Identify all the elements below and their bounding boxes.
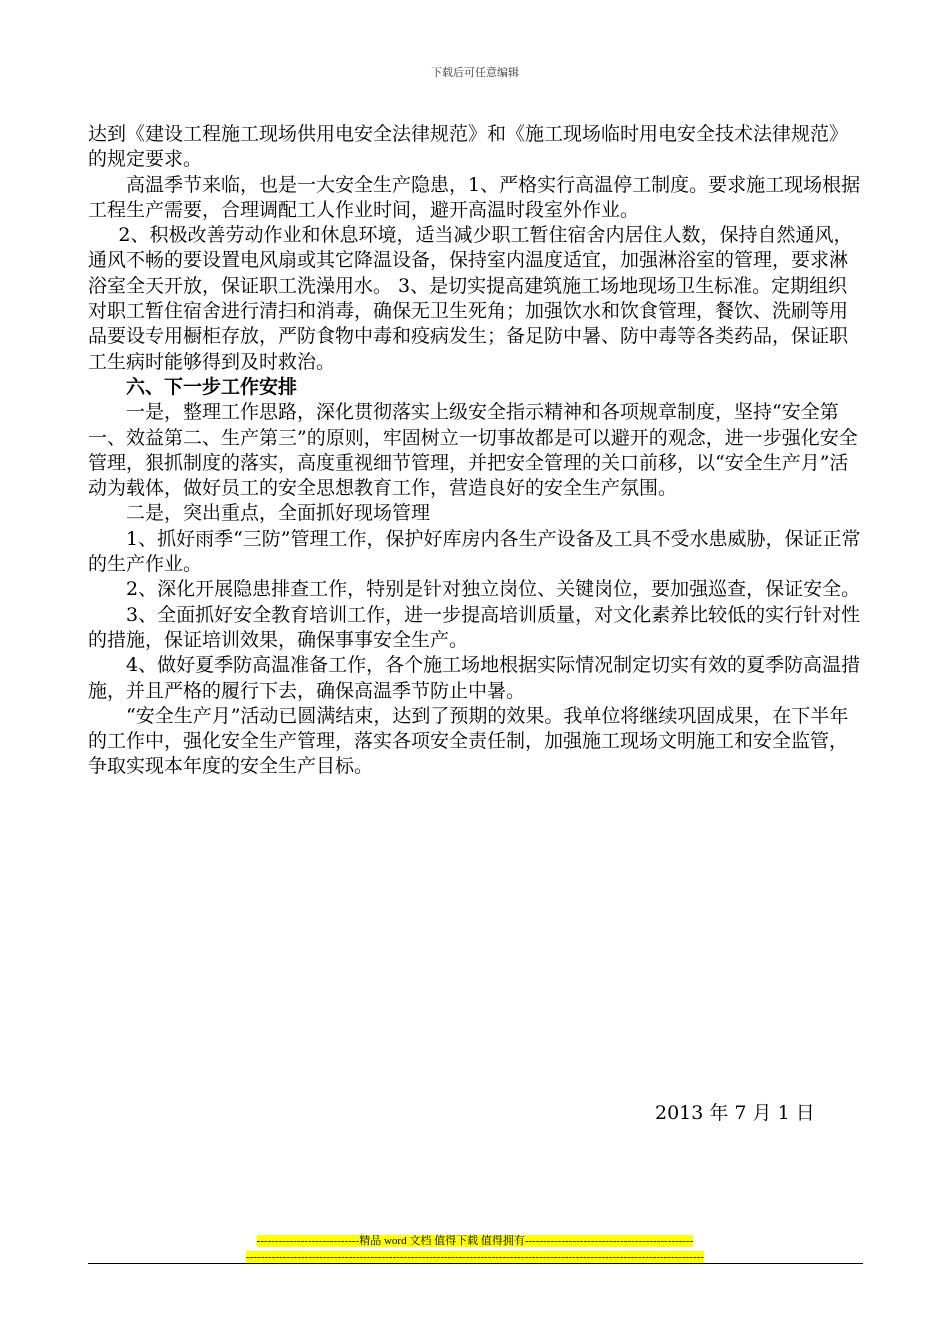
document-body bbox=[88, 122, 863, 780]
footer-dash-text: ----------------------------------------------------------------------------------------------------------------------------- bbox=[246, 1251, 704, 1263]
paragraph-second-point: 二是，突出重点，全面抓好现场管理 bbox=[126, 502, 431, 525]
paragraph-first-point: 一是，整理工作思路，深化贯彻落实上级安全指示精神和各项规章制度，坚持“安全第一、效益第二、生产第三”的原则，牢固树立一切事故都是可以避开的观念，进一步强化安全管理，狠抓制度的落实，高度重视细节管理，并把安全管理的关口前移，以“安全生产月”活动为载体，做好员工的安全思想教育工作，营造良好的安全生产氛围。 bbox=[88, 401, 858, 500]
paragraph-item-4: 4、做好夏季防高温准备工作，各个施工场地根据实际情况制定切实有效的夏季防高温措施，并且严格的履行下去，确保高温季节防止中暑。 bbox=[88, 654, 861, 702]
document-date: 2013 年 7 月 1 日 bbox=[655, 1102, 815, 1124]
footer-banner-text: ----------------------------精品 word 文档 值得下载 值得拥有---------------------------------------------- bbox=[256, 1235, 694, 1247]
paragraph-item-3: 3、全面抓好安全教育培训工作，进一步提高培训质量，对文化素养比较低的实行针对性的措施，保证培训效果，确保事事安全生产。 bbox=[88, 603, 861, 651]
paragraph-high-temperature: 高温季节来临，也是一大安全生产隐患，1、严格实行高温停工制度。要求施工现场根据工程生产需要，合理调配工人作业时间，避开高温时段室外作业。 bbox=[88, 173, 861, 221]
paragraph-working-environment: 2、积极改善劳动作业和休息环境，适当减少职工暂住宿舍内居住人数，保持自然通风，通风不畅的要设置电风扇或其它降温设备，保持室内温度适宜，加强淋浴室的管理，要求淋浴室全天开放，保证职工洗澡用水。 3、是切实提高建筑施工场地现场卫生标准。定期组织对职工暂住宿舍进行清扫和消毒，确保无卫生死角；加强饮水和饮食管理，餐饮、洗刷等用品要设专用橱柜存放，严防食物中毒和疫病发生；备足防中暑、防中毒等各类药品，保证职工生病时能够得到及时救治。 bbox=[88, 224, 853, 373]
section-heading-next-steps: 六、下一步工作安排 bbox=[126, 375, 298, 398]
header-note: 下载后可任意编辑 bbox=[431, 66, 519, 79]
paragraph-item-1: 1、抓好雨季“三防”管理工作，保护好库房内各生产设备及工具不受水患威胁，保证正常的生产作业。 bbox=[88, 527, 861, 576]
footer-rule bbox=[88, 1263, 863, 1264]
paragraph-item-2: 2、深化开展隐患排查工作，特别是针对独立岗位、关键岗位，要加强巡查，保证安全。 bbox=[126, 578, 861, 601]
paragraph-electric-standards: 达到《建设工程施工现场供用电安全法律规范》和《施工现场临时用电安全技术法律规范》的规定要求。 bbox=[88, 123, 849, 171]
footer-dash-line bbox=[0, 1245, 950, 1264]
paragraph-conclusion: “安全生产月”活动已圆满结束，达到了预期的效果。我单位将继续巩固成果，在下半年的工作中，强化安全生产管理，落实各项安全责任制，加强施工现场文明施工和安全监管，争取实现本年度的安全生产目标。 bbox=[88, 704, 849, 778]
